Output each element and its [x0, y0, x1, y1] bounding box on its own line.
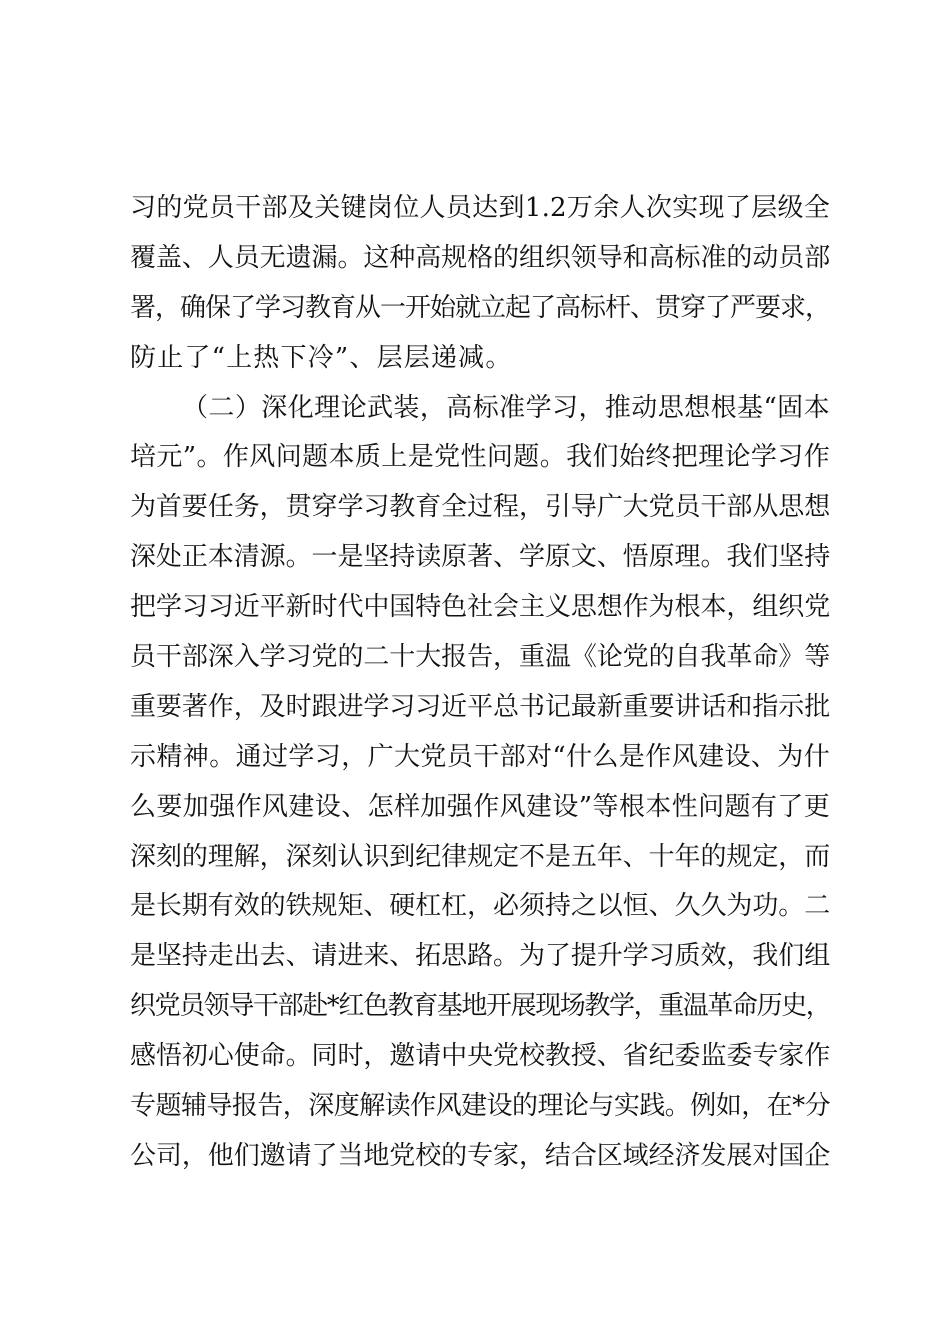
text-line: 重要著作，及时跟进学习习近平总书记最新重要讲话和指示批: [130, 691, 830, 722]
text-line: 是长期有效的铁规矩、硬杠杠，必须持之以恒、久久为功。二: [130, 891, 830, 922]
text-line: 是坚持走出去、请进来、拓思路。为了提升学习质效，我们组: [130, 941, 830, 972]
text-line: 防止了“上热下冷”、层层递减。: [130, 342, 513, 373]
text-line: 覆盖、人员无遗漏。这种高规格的组织领导和高标准的动员部: [130, 242, 830, 273]
text-line: 把学习习近平新时代中国特色社会主义思想作为根本，组织党: [130, 592, 830, 623]
text-line: 深刻的理解，深刻认识到纪律规定不是五年、十年的规定，而: [130, 841, 830, 872]
text-line: 专题辅导报告，深度解读作风建设的理论与实践。例如，在*分: [130, 1091, 830, 1122]
text-line: 么要加强作风建设、怎样加强作风建设”等根本性问题有了更: [130, 791, 831, 822]
text-line: 署，确保了学习教育从一开始就立起了高标杆、贯穿了严要求，: [130, 292, 831, 323]
text-line: 织党员领导干部赴*红色教育基地开展现场教学，重温革命历史，: [130, 991, 831, 1022]
section-heading-line: （二）深化理论武装，高标准学习，推动思想根基“固本: [182, 392, 830, 423]
body-text: [130, 186, 830, 1184]
text-line: 示精神。通过学习，广大党员干部对“什么是作风建设、为什: [130, 741, 831, 772]
text-line: 员干部深入学习党的二十大报告，重温《论党的自我革命》等: [130, 642, 830, 673]
text-line: 感悟初心使命。同时，邀请中央党校教授、省纪委监委专家作: [130, 1041, 830, 1072]
text-line: 习的党员干部及关键岗位人员达到1.2万余人次实现了层级全: [130, 193, 830, 223]
text-line: 为首要任务，贯穿学习教育全过程，引导广大党员干部从思想: [130, 492, 830, 523]
text-line: 公司，他们邀请了当地党校的专家，结合区域经济发展对国企: [130, 1140, 830, 1171]
text-line: 培元”。作风问题本质上是党性问题。我们始终把理论学习作: [130, 442, 831, 473]
text-line: 深处正本清源。一是坚持读原著、学原文、悟原理。我们坚持: [130, 542, 830, 573]
